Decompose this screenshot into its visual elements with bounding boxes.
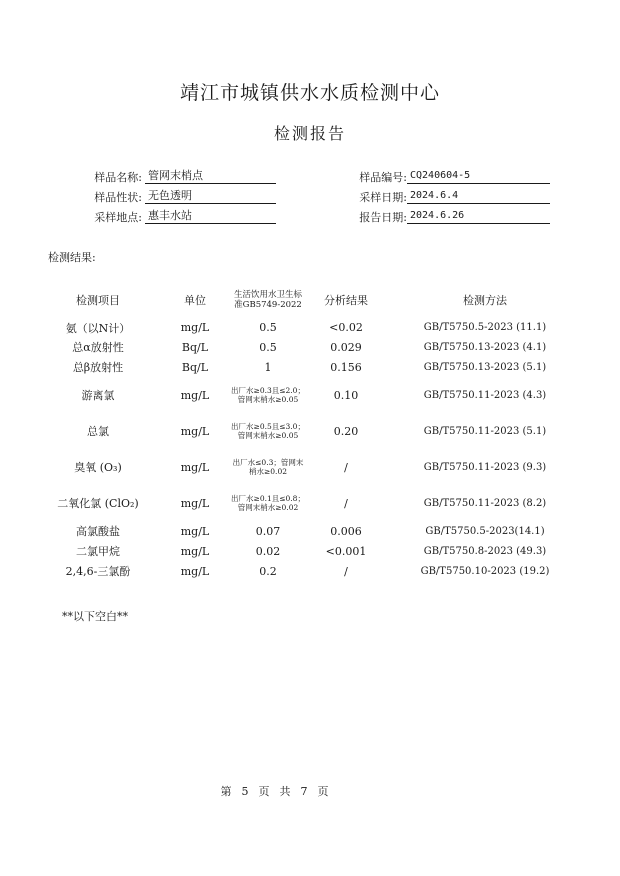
sample-state-value: 无色透明 [145,189,276,204]
row-method: GB/T5750.13-2023 (4.1) [423,341,547,353]
header-unit: 单位 [184,294,206,307]
row-result: 0.006 [330,524,362,538]
report-date-value: 2024.6.26 [407,209,550,224]
sample-name-label: 样品名称: [94,171,142,184]
row-item: 臭氧 (O₃) [74,461,122,474]
table-row [30,541,590,561]
header-standard-text: 生活饮用水卫生标准GB5749-2022 [233,290,302,310]
row-method: GB/T5750.11-2023 (9.3) [423,461,547,473]
row-unit: mg/L [180,496,210,510]
row-result: 0.20 [333,424,359,438]
row-item: 总β放射性 [72,361,124,374]
report-date-label: 报告日期: [359,211,407,224]
row-result: / [344,460,348,474]
sample-no-label: 样品编号: [359,171,407,184]
footer-page-word: 页 [258,785,271,798]
row-item: 总α放射性 [72,341,124,354]
row-unit: mg/L [180,564,210,578]
row-result: <0.02 [329,321,363,334]
header-method: 检测方法 [463,294,507,307]
row-standard [224,377,312,413]
row-standard-text: 出厂水≤0.3；管网末梢水≥0.02 [232,457,304,476]
row-standard: 0.5 [259,340,277,354]
report-title: 检测报告 [273,124,346,143]
footer-page-total: 7 [300,785,309,798]
row-item: 2,4,6-三氯酚 [65,565,131,578]
header-standard [224,282,312,318]
row-method: GB/T5750.11-2023 (8.2) [423,497,547,509]
row-unit: mg/L [180,544,210,558]
row-result: 0.156 [330,360,362,374]
table-row [30,449,590,485]
results-table [30,282,590,581]
sampling-date-value: 2024.6.4 [407,189,550,204]
row-item: 氨（以N计） [65,321,131,335]
row-item: 二氯甲烷 [76,545,120,558]
table-row [30,413,590,449]
page-footer [0,783,550,799]
table-row [30,521,590,541]
row-standard [224,413,312,449]
footer-page-label: 第 [220,785,233,798]
table-row [30,377,590,413]
row-unit: mg/L [180,460,210,474]
org-title: 靖江市城镇供水水质检测中心 [179,82,440,104]
row-method: GB/T5750.13-2023 (5.1) [423,361,547,373]
row-unit: Bq/L [181,360,209,374]
footer-page-word2: 页 [317,785,330,798]
row-standard: 0.07 [255,524,281,538]
blank-note: **以下空白** [62,610,128,623]
row-result: / [344,496,348,510]
row-unit: mg/L [180,424,210,438]
results-label: 检测结果: [48,251,96,264]
sampling-site-value: 惠丰水站 [145,209,276,224]
row-unit: Bq/L [181,340,209,354]
table-row [30,318,590,337]
row-unit: mg/L [180,524,210,538]
row-standard: 1 [264,360,272,374]
row-result: 0.029 [330,340,362,354]
row-standard-text: 出厂水≥0.5且≤3.0；管网末梢水≥0.05 [231,421,305,440]
row-method: GB/T5750.11-2023 (4.3) [423,389,547,401]
info-row-3 [0,209,620,225]
info-row-2 [0,189,620,205]
row-item: 二氧化氯 (ClO₂) [57,497,139,510]
sample-name-value: 管网末梢点 [145,169,276,184]
row-standard [224,449,312,485]
row-method: GB/T5750.5-2023(14.1) [425,525,545,537]
footer-page-current: 5 [241,785,250,798]
sample-no-value: CQ240604-5 [407,169,550,184]
sample-state-label: 样品性状: [94,191,142,204]
sampling-site-label: 采样地点: [94,211,142,224]
footer-total-label: 共 [279,785,292,798]
row-standard: 0.2 [259,564,277,578]
row-result: <0.001 [325,544,367,558]
row-method: GB/T5750.8-2023 (49.3) [423,545,547,557]
row-unit: mg/L [180,321,210,334]
header-item: 检测项目 [76,294,120,307]
table-row [30,337,590,357]
sampling-date-label: 采样日期: [359,191,407,204]
table-row [30,357,590,377]
header-result: 分析结果 [324,294,368,307]
row-result: / [344,564,348,578]
info-row-1 [0,169,620,185]
row-standard-text: 出厂水≥0.3且≤2.0；管网末梢水≥0.05 [231,385,305,404]
table-header-row [30,282,590,318]
row-item: 总氯 [87,425,109,438]
row-method: GB/T5750.5-2023 (11.1) [423,322,547,333]
row-item: 游离氯 [81,389,115,402]
row-method: GB/T5750.10-2023 (19.2) [420,565,550,577]
row-result: 0.10 [333,388,359,402]
row-item: 高氯酸盐 [76,525,120,538]
row-standard-text: 出厂水≥0.1且≤0.8；管网末梢水≥0.02 [231,493,305,512]
row-method: GB/T5750.11-2023 (5.1) [423,425,547,437]
row-unit: mg/L [180,388,210,402]
table-row [30,561,590,581]
row-standard: 0.02 [255,544,281,558]
row-standard [224,485,312,521]
table-row [30,485,590,521]
row-standard: 0.5 [259,321,277,334]
